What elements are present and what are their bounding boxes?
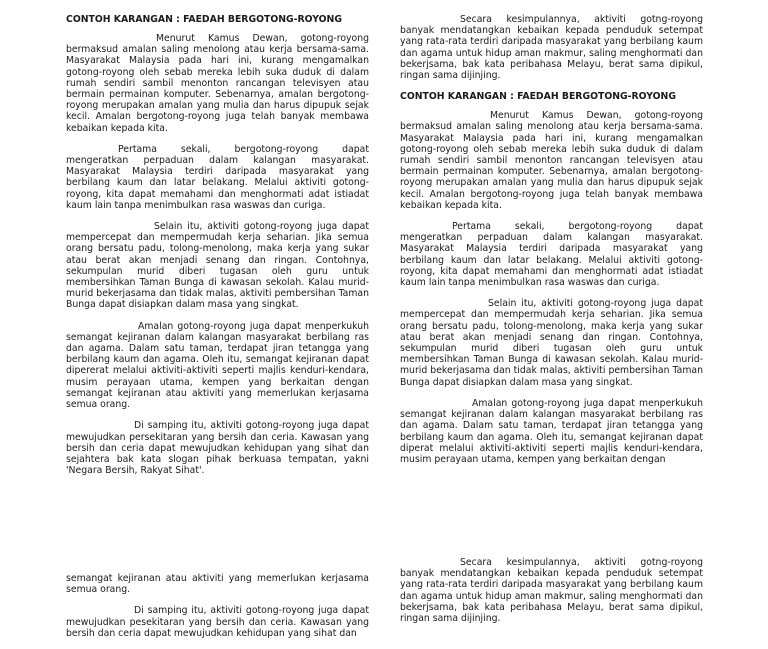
paragraph-intro: Menurut Kamus Dewan, gotong-royong bermaksud amalan saling menolong atau kerja bersama-sama. Masyarakat Malaysia pada hari ini, kurang mengamalkan gotong-royong oleh sebab mereka lebih suka duduk di dalam rumah sendiri sambil menonton rancangan televisyen atau bermain permainan komputer. Sebenarnya, amalan bergotong-royong merupakan amalan yang mulia dan harus dipupuk sejak kecil. Amalan bergotong-royong juga telah banyak membawa kebaikan kepada kita. [400,110,703,211]
paragraph-environment: Di samping itu, aktiviti gotong-royong juga dapat mewujudkan pesekitaran yang bersih dan ceria. Kawasan yang bersih dan ceria dapat mewujudkan kehidupan yang sihat dan [66,605,369,639]
essay-title: CONTOH KARANGAN : FAEDAH BERGOTONG-ROYONG [66,14,342,25]
paragraph-fragment: semangat kejiranan atau aktiviti yang memerlukan kerjasama semua orang. [66,573,369,596]
paragraph-unity: Pertama sekali, bergotong-royong dapat mengeratkan perpaduan dalam kalangan masyarakat. Masyarakat Malaysia terdiri daripada masyarakat yang berbilang kaum dan latar belakang. Melalui aktiviti gotong-royong, kita dapat memahami dan menghormati adat istiadat kaum lain tanpa menimbulkan rasa waswas dan curiga. [400,221,703,289]
paragraph-conclusion: Secara kesimpulannya, aktiviti gotng-royong banyak mendatangkan kebaikan kepada penduduk setempat yang rata-rata terdiri daripada masyarakat yang berbilang kaum dan agama untuk hidup aman makmur, saling menghormati dan bekerjsama, bak kata peribahasa Melayu, berat sama dipikul, ringan sama dijinjing. [400,557,703,625]
right-column [400,14,703,475]
paragraph-neighbourhood: Amalan gotong-royong juga dapat menperkukuh semangat kejiranan dalam kalangan masyarakat berbilang ras dan agama. Dalam satu taman, terdapat jiran tetangga yang berbilang kaum dan agama. Oleh itu, semangat kejiranan dapat diperat melalui aktiviti-aktiviti seperti majlis kenduri-kendara, musim perayaan utama, kempen yang berkaitan dengan [400,397,703,465]
paragraph-neighbourhood: Amalan gotong-royong juga dapat menperkukuh semangat kejiranan dalam kalangan masyarakat berbilang ras dan agama. Dalam satu taman, terdapat jiran tetangga yang berbilang kaum dan agama. Oleh itu, semangat kejiranan dapat dipererat melalui aktiviti-aktiviti seperti majlis kenduri-kendara, musim perayaan utama, kempen yang berkaitan dengan semangat kejiranan atau aktiviti yang memerlukan kerjasama semua orang. [66,320,369,411]
paragraph-unity: Pertama sekali, bergotong-royong dapat mengeratkan perpaduan dalam kalangan masyarakat. Masyarakat Malaysia terdiri daripada masyarakat yang berbilang kaum dan latar belakang. Melalui aktiviti gotong-royong, kita dapat memahami dan menghormati adat istiadat kaum lain tanpa menimbulkan rasa waswas dan curiga. [66,143,369,211]
paragraph-conclusion: Secara kesimpulannya, aktiviti gotng-royong banyak mendatangkan kebaikan kepada penduduk setempat yang rata-rata terdiri daripada masyarakat yang berbilang kaum dan agama untuk hidup aman makmur, saling menghormati dan bekerjsama, bak kata peribahasa Melayu, berat sama dipikul, ringan sama dijinjing. [400,14,703,82]
paragraph-work: Selain itu, aktiviti gotong-royong juga dapat mempercepat dan mempermudah kerja seharian. Jika semua orang bersatu padu, tolong-menolong, maka kerja yang sukar atau berat akan menjadi senang dan ringan. Contohnya, sekumpulan murid diberi tugasan oleh guru untuk membersihkan Taman Bunga di kawasan sekolah. Kalau murid-murid bekerjasama dan tidak malas, aktiviti pembersihan Taman Bunga dapat disiapkan dalam masa yang singkat. [66,221,369,311]
paragraph-work: Selain itu, aktiviti gotong-royong juga dapat mempercepat dan mempermudah kerja seharian. Jika semua orang bersatu padu, tolong-menolong, maka kerja yang sukar atau berat akan menjadi senang dan ringan. Contohnya, sekumpulan murid diberi tugasan oleh guru untuk membersihkan Taman Bunga di kawasan sekolah. Kalau murid-murid bekerjasama dan tidak malas, aktiviti pembersihan Taman Bunga dapat disiapkan dalam masa yang singkat. [400,298,703,388]
paragraph-environment: Di samping itu, aktiviti gotong-royong juga dapat mewujudkan persekitaran yang bersih dan ceria. Kawasan yang bersih dan ceria dapat mewujudkan kehidupan yang sihat dan sejahtera bak kata slogan pihak berkuasa tempatan, yakni 'Negara Bersih, Rakyat Sihat'. [66,420,369,477]
left-column-bottom [66,573,369,649]
essay-title: CONTOH KARANGAN : FAEDAH BERGOTONG-ROYONG [400,91,676,103]
right-column-bottom [400,557,703,634]
paragraph-intro: Menurut Kamus Dewan, gotong-royong bermaksud amalan saling menolong atau kerja bersama-sama. Masyarakat Malaysia pada hari ini, kurang mengamalkan gotong-royong oleh sebab mereka lebih suka duduk di dalam rumah sendiri sambil menonton rancangan televisyen atau bermain permainan komputer. Sebenarnya, amalan bergotong-royong merupakan amalan yang mulia dan harus dipupuk sejak kecil. Amalan bergotong-royong juga telah banyak membawa kebaikan kepada kita. [66,33,369,134]
left-column [66,14,369,486]
